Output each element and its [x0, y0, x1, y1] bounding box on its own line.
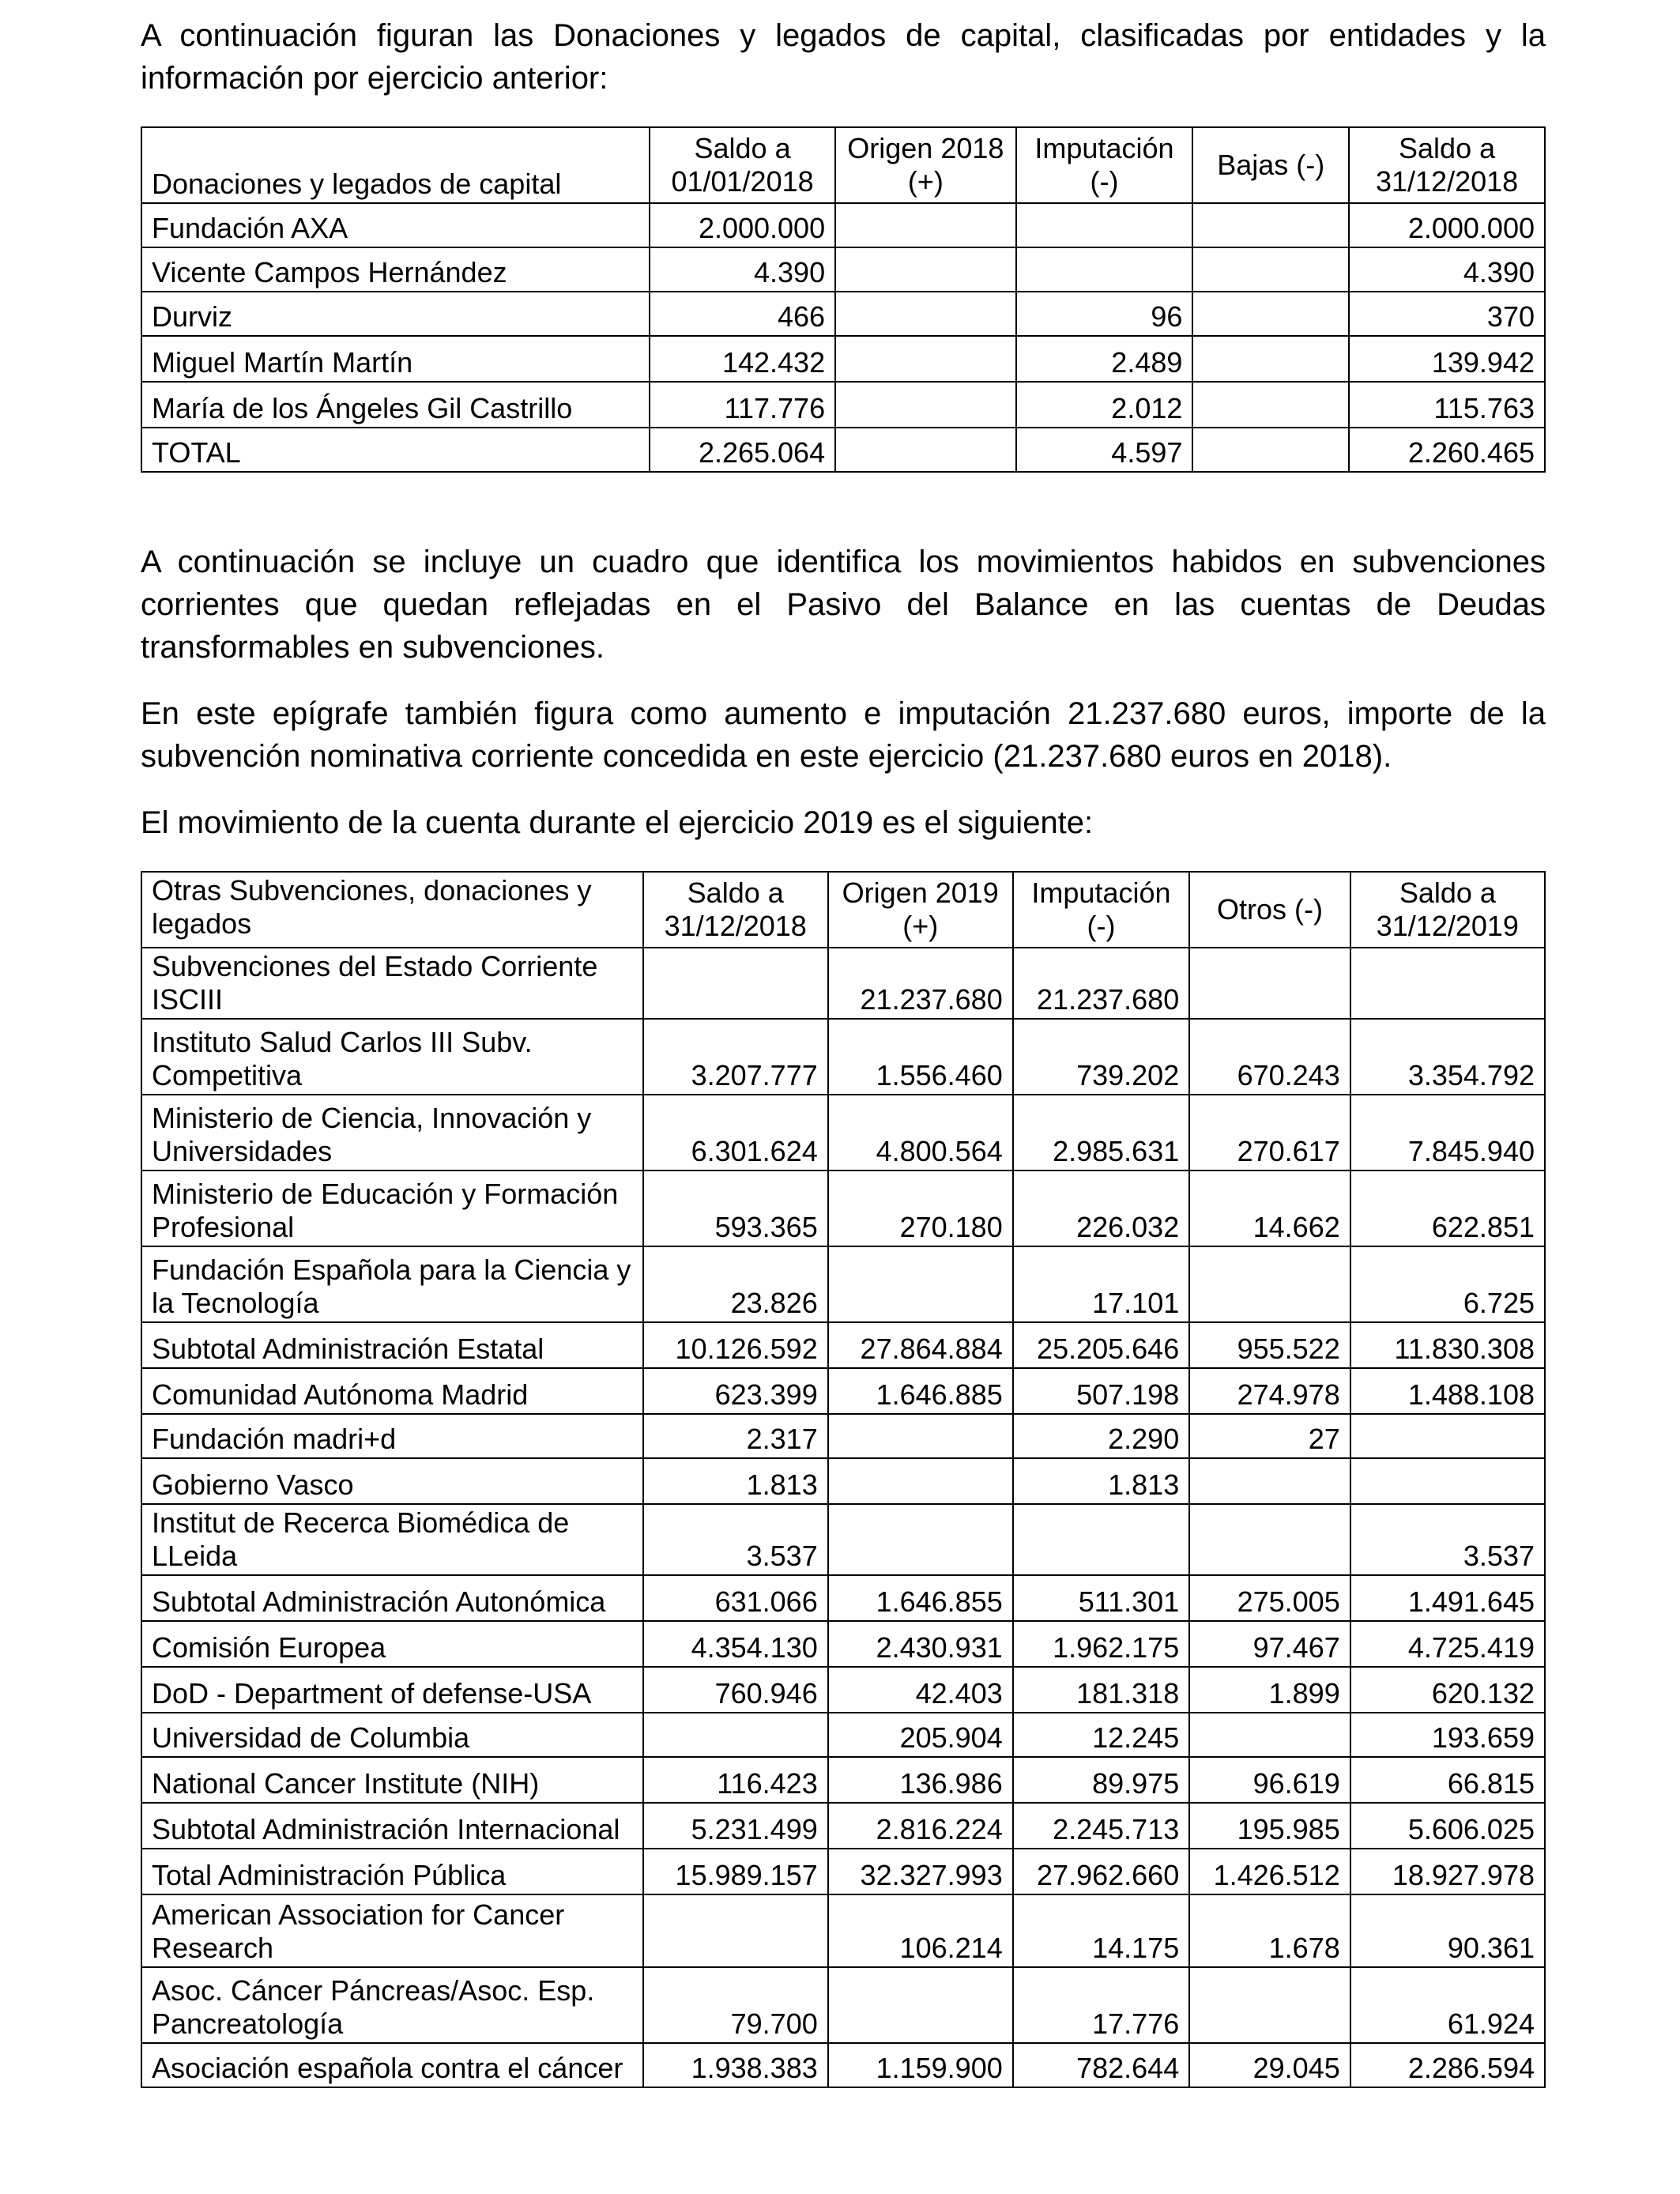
- cell-value: [1192, 203, 1349, 247]
- cell-value: 90.361: [1350, 1894, 1545, 1967]
- column-header: Saldo a 01/01/2018: [650, 127, 835, 203]
- cell-value: 623.399: [643, 1368, 828, 1414]
- cell-value: 2.245.713: [1013, 1803, 1190, 1849]
- column-header: Origen 2018 (+): [835, 127, 1015, 203]
- cell-value: 106.214: [828, 1894, 1013, 1967]
- table-row: [141, 203, 1545, 247]
- capital-donations-table: [141, 126, 1546, 473]
- cell-value: 3.354.792: [1350, 1019, 1545, 1095]
- table-row: [141, 1095, 1545, 1171]
- cell-value: [1192, 428, 1349, 472]
- cell-value: 23.826: [643, 1246, 828, 1322]
- table-row: [141, 292, 1545, 336]
- cell-value: [828, 1967, 1013, 2043]
- cell-value: 3.537: [643, 1504, 828, 1575]
- cell-value: 370: [1349, 292, 1545, 336]
- cell-value: 1.678: [1189, 1894, 1350, 1967]
- cell-value: [835, 292, 1015, 336]
- intro-paragraph-1: A continuación figuran las Donaciones y legados de capital, clasificadas por entidades y la información por ejercicio anterior:: [141, 18, 1546, 96]
- cell-value: 275.005: [1189, 1575, 1350, 1621]
- cell-value: 1.491.645: [1350, 1575, 1545, 1621]
- cell-value: 18.927.978: [1350, 1849, 1545, 1894]
- column-header: Saldo a 31/12/2019: [1350, 872, 1545, 948]
- cell-value: 4.390: [650, 247, 835, 292]
- table-row: [141, 1967, 1545, 2043]
- cell-value: 2.430.931: [828, 1621, 1013, 1667]
- cell-value: 96.619: [1189, 1757, 1350, 1803]
- cell-value: 42.403: [828, 1667, 1013, 1713]
- cell-value: 10.126.592: [643, 1322, 828, 1368]
- cell-value: 620.132: [1350, 1667, 1545, 1713]
- cell-value: 17.101: [1013, 1246, 1190, 1322]
- cell-value: 1.646.855: [828, 1575, 1013, 1621]
- table-row: [141, 1803, 1545, 1849]
- cell-value: 1.646.885: [828, 1368, 1013, 1414]
- cell-value: [835, 247, 1015, 292]
- cell-value: 955.522: [1189, 1322, 1350, 1368]
- cell-value: [1013, 1504, 1190, 1575]
- cell-value: 274.978: [1189, 1368, 1350, 1414]
- cell-value: 511.301: [1013, 1575, 1190, 1621]
- row-label: Total Administración Pública: [141, 1849, 643, 1894]
- cell-value: 25.205.646: [1013, 1322, 1190, 1368]
- cell-value: [828, 1504, 1013, 1575]
- row-label: Asoc. Cáncer Páncreas/Asoc. Esp. Pancreatología: [141, 1967, 643, 2043]
- cell-value: 139.942: [1349, 336, 1545, 382]
- cell-value: 14.662: [1189, 1171, 1350, 1246]
- cell-value: 27: [1189, 1414, 1350, 1458]
- cell-value: 622.851: [1350, 1171, 1545, 1246]
- row-label: Subtotal Administración Internacional: [141, 1803, 643, 1849]
- cell-value: 631.066: [643, 1575, 828, 1621]
- cell-value: [1192, 382, 1349, 428]
- cell-value: 116.423: [643, 1757, 828, 1803]
- cell-value: 14.175: [1013, 1894, 1190, 1967]
- cell-value: 2.290: [1013, 1414, 1190, 1458]
- row-label: María de los Ángeles Gil Castrillo: [141, 382, 650, 428]
- cell-value: [1189, 1713, 1350, 1757]
- cell-value: 739.202: [1013, 1019, 1190, 1095]
- cell-value: [1350, 1458, 1545, 1504]
- cell-value: 32.327.993: [828, 1849, 1013, 1894]
- cell-value: 2.816.224: [828, 1803, 1013, 1849]
- cell-value: 2.000.000: [1349, 203, 1545, 247]
- row-label: Ministerio de Educación y Formación Profesional: [141, 1171, 643, 1246]
- row-label: Subtotal Administración Estatal: [141, 1322, 643, 1368]
- cell-value: [1016, 247, 1193, 292]
- table-row: [141, 1894, 1545, 1967]
- cell-value: 12.245: [1013, 1713, 1190, 1757]
- column-header: Otros (-): [1189, 872, 1350, 948]
- column-header: Saldo a 31/12/2018: [1349, 127, 1545, 203]
- row-label: Fundación madri+d: [141, 1414, 643, 1458]
- cell-value: 1.813: [643, 1458, 828, 1504]
- table-row: [141, 1713, 1545, 1757]
- cell-value: 29.045: [1189, 2043, 1350, 2087]
- cell-value: [1350, 1414, 1545, 1458]
- row-label: Miguel Martín Martín: [141, 336, 650, 382]
- cell-value: 3.537: [1350, 1504, 1545, 1575]
- cell-value: 5.231.499: [643, 1803, 828, 1849]
- table-row: [141, 1171, 1545, 1246]
- column-header: Donaciones y legados de capital: [141, 127, 650, 203]
- cell-value: 96: [1016, 292, 1193, 336]
- table-row: [141, 1667, 1545, 1713]
- cell-value: [1189, 948, 1350, 1019]
- cell-value: [828, 1414, 1013, 1458]
- intro-paragraph-2: A continuación se incluye un cuadro que identifica los movimientos habidos en subvenciones corrientes que quedan reflejadas en el Pasivo del Balance en las cuentas de Deudas transformables en subvenciones.: [141, 545, 1546, 665]
- cell-value: 11.830.308: [1350, 1322, 1545, 1368]
- cell-value: 466: [650, 292, 835, 336]
- intro-paragraph-4: El movimiento de la cuenta durante el ejercicio 2019 es el siguiente:: [141, 805, 1094, 840]
- row-label: Vicente Campos Hernández: [141, 247, 650, 292]
- row-label: Comisión Europea: [141, 1621, 643, 1667]
- cell-value: 782.644: [1013, 2043, 1190, 2087]
- cell-value: [1189, 1246, 1350, 1322]
- table-header-row: [141, 872, 1545, 948]
- cell-value: 2.012: [1016, 382, 1193, 428]
- cell-value: 142.432: [650, 336, 835, 382]
- cell-value: [835, 203, 1015, 247]
- table-row: [141, 428, 1545, 472]
- cell-value: [643, 948, 828, 1019]
- cell-value: 21.237.680: [1013, 948, 1190, 1019]
- table-row: [141, 1504, 1545, 1575]
- cell-value: [828, 1246, 1013, 1322]
- cell-value: 5.606.025: [1350, 1803, 1545, 1849]
- cell-value: [835, 382, 1015, 428]
- row-label: Subtotal Administración Autonómica: [141, 1575, 643, 1621]
- cell-value: 270.180: [828, 1171, 1013, 1246]
- row-label: Subvenciones del Estado Corriente ISCIII: [141, 948, 643, 1019]
- cell-value: 1.488.108: [1350, 1368, 1545, 1414]
- column-header: Origen 2019 (+): [828, 872, 1013, 948]
- row-label: Fundación Española para la Ciencia y la Tecnología: [141, 1246, 643, 1322]
- cell-value: [1016, 203, 1193, 247]
- table-row: [141, 1849, 1545, 1894]
- cell-value: 2.260.465: [1349, 428, 1545, 472]
- cell-value: 507.198: [1013, 1368, 1190, 1414]
- table-row: [141, 1621, 1545, 1667]
- subsidies-movement-table: [141, 871, 1546, 2088]
- cell-value: [1189, 1967, 1350, 2043]
- cell-value: 6.301.624: [643, 1095, 828, 1171]
- cell-value: 4.725.419: [1350, 1621, 1545, 1667]
- cell-value: 4.354.130: [643, 1621, 828, 1667]
- row-label: Universidad de Columbia: [141, 1713, 643, 1757]
- cell-value: 115.763: [1349, 382, 1545, 428]
- table-row: [141, 382, 1545, 428]
- row-label: Institut de Recerca Biomédica de LLeida: [141, 1504, 643, 1575]
- cell-value: 27.962.660: [1013, 1849, 1190, 1894]
- cell-value: 117.776: [650, 382, 835, 428]
- table-row: [141, 1368, 1545, 1414]
- row-label: DoD - Department of defense-USA: [141, 1667, 643, 1713]
- cell-value: 193.659: [1350, 1713, 1545, 1757]
- cell-value: 136.986: [828, 1757, 1013, 1803]
- cell-value: 27.864.884: [828, 1322, 1013, 1368]
- cell-value: [1189, 1504, 1350, 1575]
- table-row: [141, 2043, 1545, 2087]
- row-label: Ministerio de Ciencia, Innovación y Universidades: [141, 1095, 643, 1171]
- cell-value: 270.617: [1189, 1095, 1350, 1171]
- row-label: American Association for Cancer Research: [141, 1894, 643, 1967]
- cell-value: 1.813: [1013, 1458, 1190, 1504]
- cell-value: 66.815: [1350, 1757, 1545, 1803]
- cell-value: 1.426.512: [1189, 1849, 1350, 1894]
- cell-value: 1.159.900: [828, 2043, 1013, 2087]
- cell-value: 2.317: [643, 1414, 828, 1458]
- cell-value: 4.800.564: [828, 1095, 1013, 1171]
- cell-value: 1.899: [1189, 1667, 1350, 1713]
- table-row: [141, 1414, 1545, 1458]
- table-row: [141, 1019, 1545, 1095]
- cell-value: [1192, 292, 1349, 336]
- table-row: [141, 247, 1545, 292]
- cell-value: 21.237.680: [828, 948, 1013, 1019]
- cell-value: 61.924: [1350, 1967, 1545, 2043]
- cell-value: 4.390: [1349, 247, 1545, 292]
- cell-value: 4.597: [1016, 428, 1193, 472]
- cell-value: 6.725: [1350, 1246, 1545, 1322]
- cell-value: [1189, 1458, 1350, 1504]
- row-label: TOTAL: [141, 428, 650, 472]
- cell-value: 1.962.175: [1013, 1621, 1190, 1667]
- cell-value: 79.700: [643, 1967, 828, 2043]
- cell-value: 195.985: [1189, 1803, 1350, 1849]
- cell-value: 1.556.460: [828, 1019, 1013, 1095]
- column-header: Imputación (-): [1013, 872, 1190, 948]
- cell-value: [1350, 948, 1545, 1019]
- row-label: Comunidad Autónoma Madrid: [141, 1368, 643, 1414]
- table-row: [141, 948, 1545, 1019]
- cell-value: [835, 428, 1015, 472]
- row-label: Gobierno Vasco: [141, 1458, 643, 1504]
- table-row: [141, 1575, 1545, 1621]
- row-label: Fundación AXA: [141, 203, 650, 247]
- cell-value: 205.904: [828, 1713, 1013, 1757]
- cell-value: 3.207.777: [643, 1019, 828, 1095]
- column-header: Bajas (-): [1192, 127, 1349, 203]
- cell-value: 670.243: [1189, 1019, 1350, 1095]
- row-label: Instituto Salud Carlos III Subv. Competitiva: [141, 1019, 643, 1095]
- cell-value: [643, 1894, 828, 1967]
- cell-value: 97.467: [1189, 1621, 1350, 1667]
- cell-value: [1192, 336, 1349, 382]
- cell-value: [1192, 247, 1349, 292]
- column-header: Otras Subvenciones, donaciones y legados: [141, 872, 643, 948]
- table-row: [141, 1458, 1545, 1504]
- cell-value: 15.989.157: [643, 1849, 828, 1894]
- intro-paragraph-3: En este epígrafe también figura como aumento e imputación 21.237.680 euros, importe de la subvención nominativa corriente concedida en este ejercicio (21.237.680 euros en 2018).: [141, 696, 1546, 774]
- column-header: Imputación (-): [1016, 127, 1193, 203]
- cell-value: 2.286.594: [1350, 2043, 1545, 2087]
- table-row: [141, 1757, 1545, 1803]
- cell-value: 760.946: [643, 1667, 828, 1713]
- cell-value: 1.938.383: [643, 2043, 828, 2087]
- cell-value: [835, 336, 1015, 382]
- cell-value: 7.845.940: [1350, 1095, 1545, 1171]
- cell-value: 89.975: [1013, 1757, 1190, 1803]
- cell-value: 2.000.000: [650, 203, 835, 247]
- row-label: National Cancer Institute (NIH): [141, 1757, 643, 1803]
- cell-value: 226.032: [1013, 1171, 1190, 1246]
- cell-value: [643, 1713, 828, 1757]
- cell-value: 181.318: [1013, 1667, 1190, 1713]
- cell-value: [828, 1458, 1013, 1504]
- column-header: Saldo a 31/12/2018: [643, 872, 828, 948]
- table-header-row: [141, 127, 1545, 203]
- table-row: [141, 336, 1545, 382]
- row-label: Asociación española contra el cáncer: [141, 2043, 643, 2087]
- cell-value: 17.776: [1013, 1967, 1190, 2043]
- cell-value: 2.265.064: [650, 428, 835, 472]
- table-row: [141, 1322, 1545, 1368]
- table-row: [141, 1246, 1545, 1322]
- cell-value: 2.489: [1016, 336, 1193, 382]
- cell-value: 593.365: [643, 1171, 828, 1246]
- cell-value: 2.985.631: [1013, 1095, 1190, 1171]
- row-label: Durviz: [141, 292, 650, 336]
